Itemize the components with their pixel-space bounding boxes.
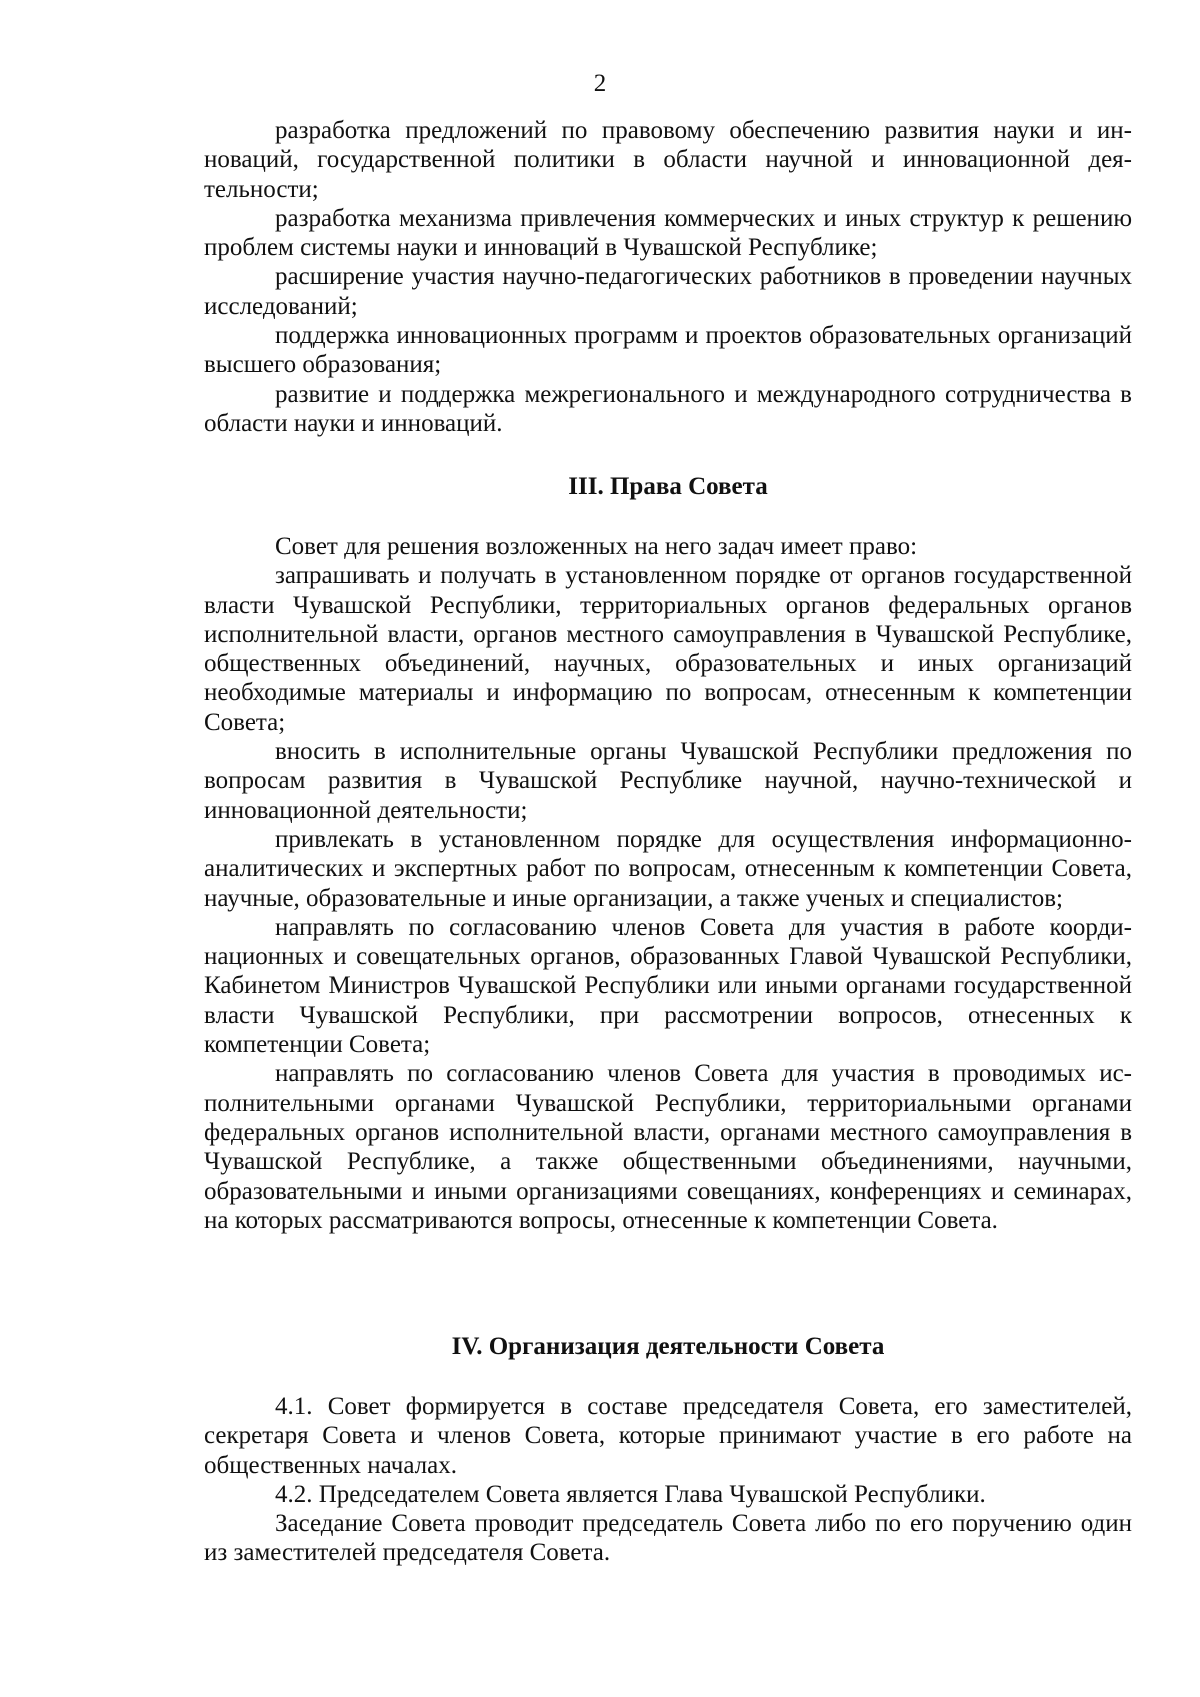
paragraph: разработка предложений по правовому обеспечению развития науки и инноваций, государственной политики в области научной и инновационной деятельности; bbox=[204, 117, 1132, 203]
duties-list-continued bbox=[204, 116, 1132, 438]
paragraph: Совет для решения возложенных на него задач имеет право: bbox=[275, 533, 918, 560]
section-heading-rights: III. Права Совета bbox=[568, 473, 768, 500]
paragraph: запрашивать и получать в установленном порядке от органов государственной власти Чувашской Республики, территориальных органов федеральных органов исполнительной власти, органов местного самоуправления в Чувашской Республике, общественных объединений, научных, образовательных и иных организаций необходимые материалы и информацию по вопросам, отнесенным к компетенции Совета; bbox=[204, 562, 1132, 736]
paragraph: 4.2. Председателем Совета является Глава Чувашской Республики. bbox=[275, 1480, 986, 1508]
rights-section-body bbox=[204, 532, 1132, 1235]
paragraph: Заседание Совета проводит председатель Совета либо по его поручению один из заместителей председателя Совета. bbox=[204, 1510, 1132, 1567]
organization-section-body bbox=[204, 1392, 1132, 1568]
paragraph: направлять по согласованию членов Совета для участия в проводимых исполнительными органами Чувашской Республики, территориальными органами федеральных органов исполнительной власти, органами местного самоуправления в Чувашской Республике, а также общественными объединениями, научными, образовательными и иными организациями совещаниях, конференциях и семинарах, на которых рассматриваются вопросы, отнесенные к компетенции Совета. bbox=[204, 1060, 1132, 1234]
paragraph: расширение участия научно-педагогических работников в проведении научных исследований; bbox=[204, 263, 1132, 320]
paragraph: поддержка инновационных программ и проектов образовательных организаций высшего образования; bbox=[204, 322, 1132, 379]
paragraph: вносить в исполнительные органы Чувашской Республики предложения по вопросам развития в Чувашской Республике научной, научно-технической и инновационной деятельности; bbox=[204, 738, 1132, 824]
section-heading-organization: IV. Организация деятельности Совета bbox=[451, 1333, 885, 1360]
paragraph: 4.1. Совет формируется в составе председателя Совета, его заместителей, секретаря Совета и членов Совета, которые принимают участие в его работе на общественных началах. bbox=[204, 1393, 1132, 1479]
paragraph: разработка механизма привлечения коммерческих и иных структур к решению проблем системы науки и инноваций в Чувашской Республике; bbox=[204, 204, 1132, 262]
page-number: 2 bbox=[593, 70, 607, 97]
paragraph: привлекать в установленном порядке для осуществления информационно-аналитических и экспертных работ по вопросам, отнесенным к компетенции Совета, научные, образовательные и иные организации, а также ученых и специалистов; bbox=[204, 825, 1132, 912]
paragraph: направлять по согласованию членов Совета для участия в работе координационных и совещательных органов, образованных Главой Чувашской Республики, Кабинетом Министров Чувашской Республики или иными органами государственной власти Чувашской Республики, при рассмотрении вопросов, отнесенных к компетенции Совета; bbox=[204, 913, 1132, 1059]
paragraph: развитие и поддержка межрегионального и международного сотрудничества в области науки и инноваций. bbox=[204, 380, 1132, 437]
